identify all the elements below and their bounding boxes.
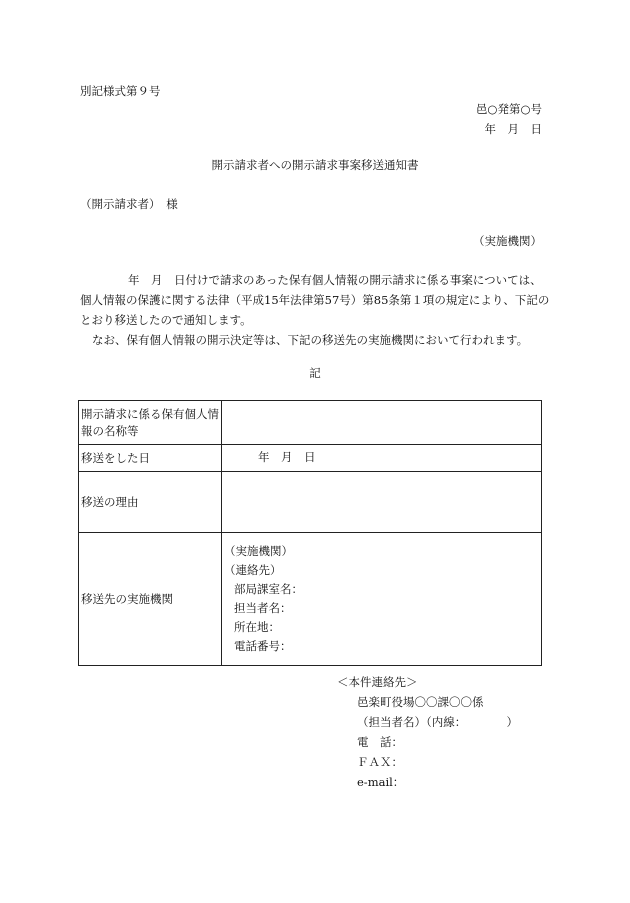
contact-fax: ＦＡＸ： bbox=[357, 755, 403, 769]
dest-contact-label: （連絡先） bbox=[224, 563, 282, 577]
contact-office: 邑楽町役場〇〇課〇〇係 bbox=[357, 695, 484, 709]
dest-address-label: 所在地： bbox=[234, 620, 280, 634]
body-text bbox=[80, 270, 550, 350]
sender-agency: （実施機関） bbox=[473, 234, 542, 248]
row-value-transfer-date bbox=[222, 445, 542, 472]
issue-date: 年 月 日 bbox=[484, 122, 542, 136]
table-row bbox=[79, 533, 542, 666]
dest-person-label: 担当者名： bbox=[234, 601, 292, 615]
dest-agency-label: （実施機関） bbox=[224, 544, 293, 558]
contact-email: e-mail： bbox=[357, 775, 405, 789]
table-row bbox=[79, 472, 542, 533]
body-paragraph-1: 年 月 日付けで請求のあった保有個人情報の開示請求に係る事案については、個人情報の保護に関する法律（平成15年法律第57号）第85条第１項の規定により、下記のとおり移送したので通知します。 bbox=[80, 273, 550, 327]
row-label-destination-agency: 移送先の実施機関 bbox=[79, 533, 222, 666]
addressee: （開示請求者） 様 bbox=[80, 197, 178, 211]
dest-department-label: 部局課室名： bbox=[234, 582, 303, 596]
document-title: 開示請求者への開示請求事案移送通知書 bbox=[211, 158, 419, 172]
transfer-date-value: 年 月 日 bbox=[258, 450, 316, 465]
row-value-info-name bbox=[222, 401, 542, 445]
document-number: 邑○発第○号 bbox=[475, 102, 542, 116]
body-paragraph-2: なお、保有個人情報の開示決定等は、下記の移送先の実施機関において行われます。 bbox=[92, 333, 529, 347]
row-label-transfer-date: 移送をした日 bbox=[79, 445, 222, 472]
ki-heading: 記 bbox=[309, 366, 321, 380]
row-label-info-name: 開示請求に係る保有個人情報の名称等 bbox=[79, 401, 222, 445]
contact-block bbox=[337, 672, 518, 792]
contact-heading: ＜本件連絡先＞ bbox=[337, 675, 418, 689]
row-value-destination-agency bbox=[222, 533, 542, 666]
table-row bbox=[79, 401, 542, 445]
contact-person: （担当者名）（内線： ） bbox=[357, 715, 518, 729]
dest-phone-label: 電話番号： bbox=[234, 639, 292, 653]
form-number: 別記様式第９号 bbox=[80, 84, 161, 98]
table-row bbox=[79, 445, 542, 472]
contact-phone: 電 話： bbox=[357, 735, 403, 749]
row-value-transfer-reason bbox=[222, 472, 542, 533]
detail-table bbox=[78, 400, 542, 666]
row-label-transfer-reason: 移送の理由 bbox=[79, 472, 222, 533]
